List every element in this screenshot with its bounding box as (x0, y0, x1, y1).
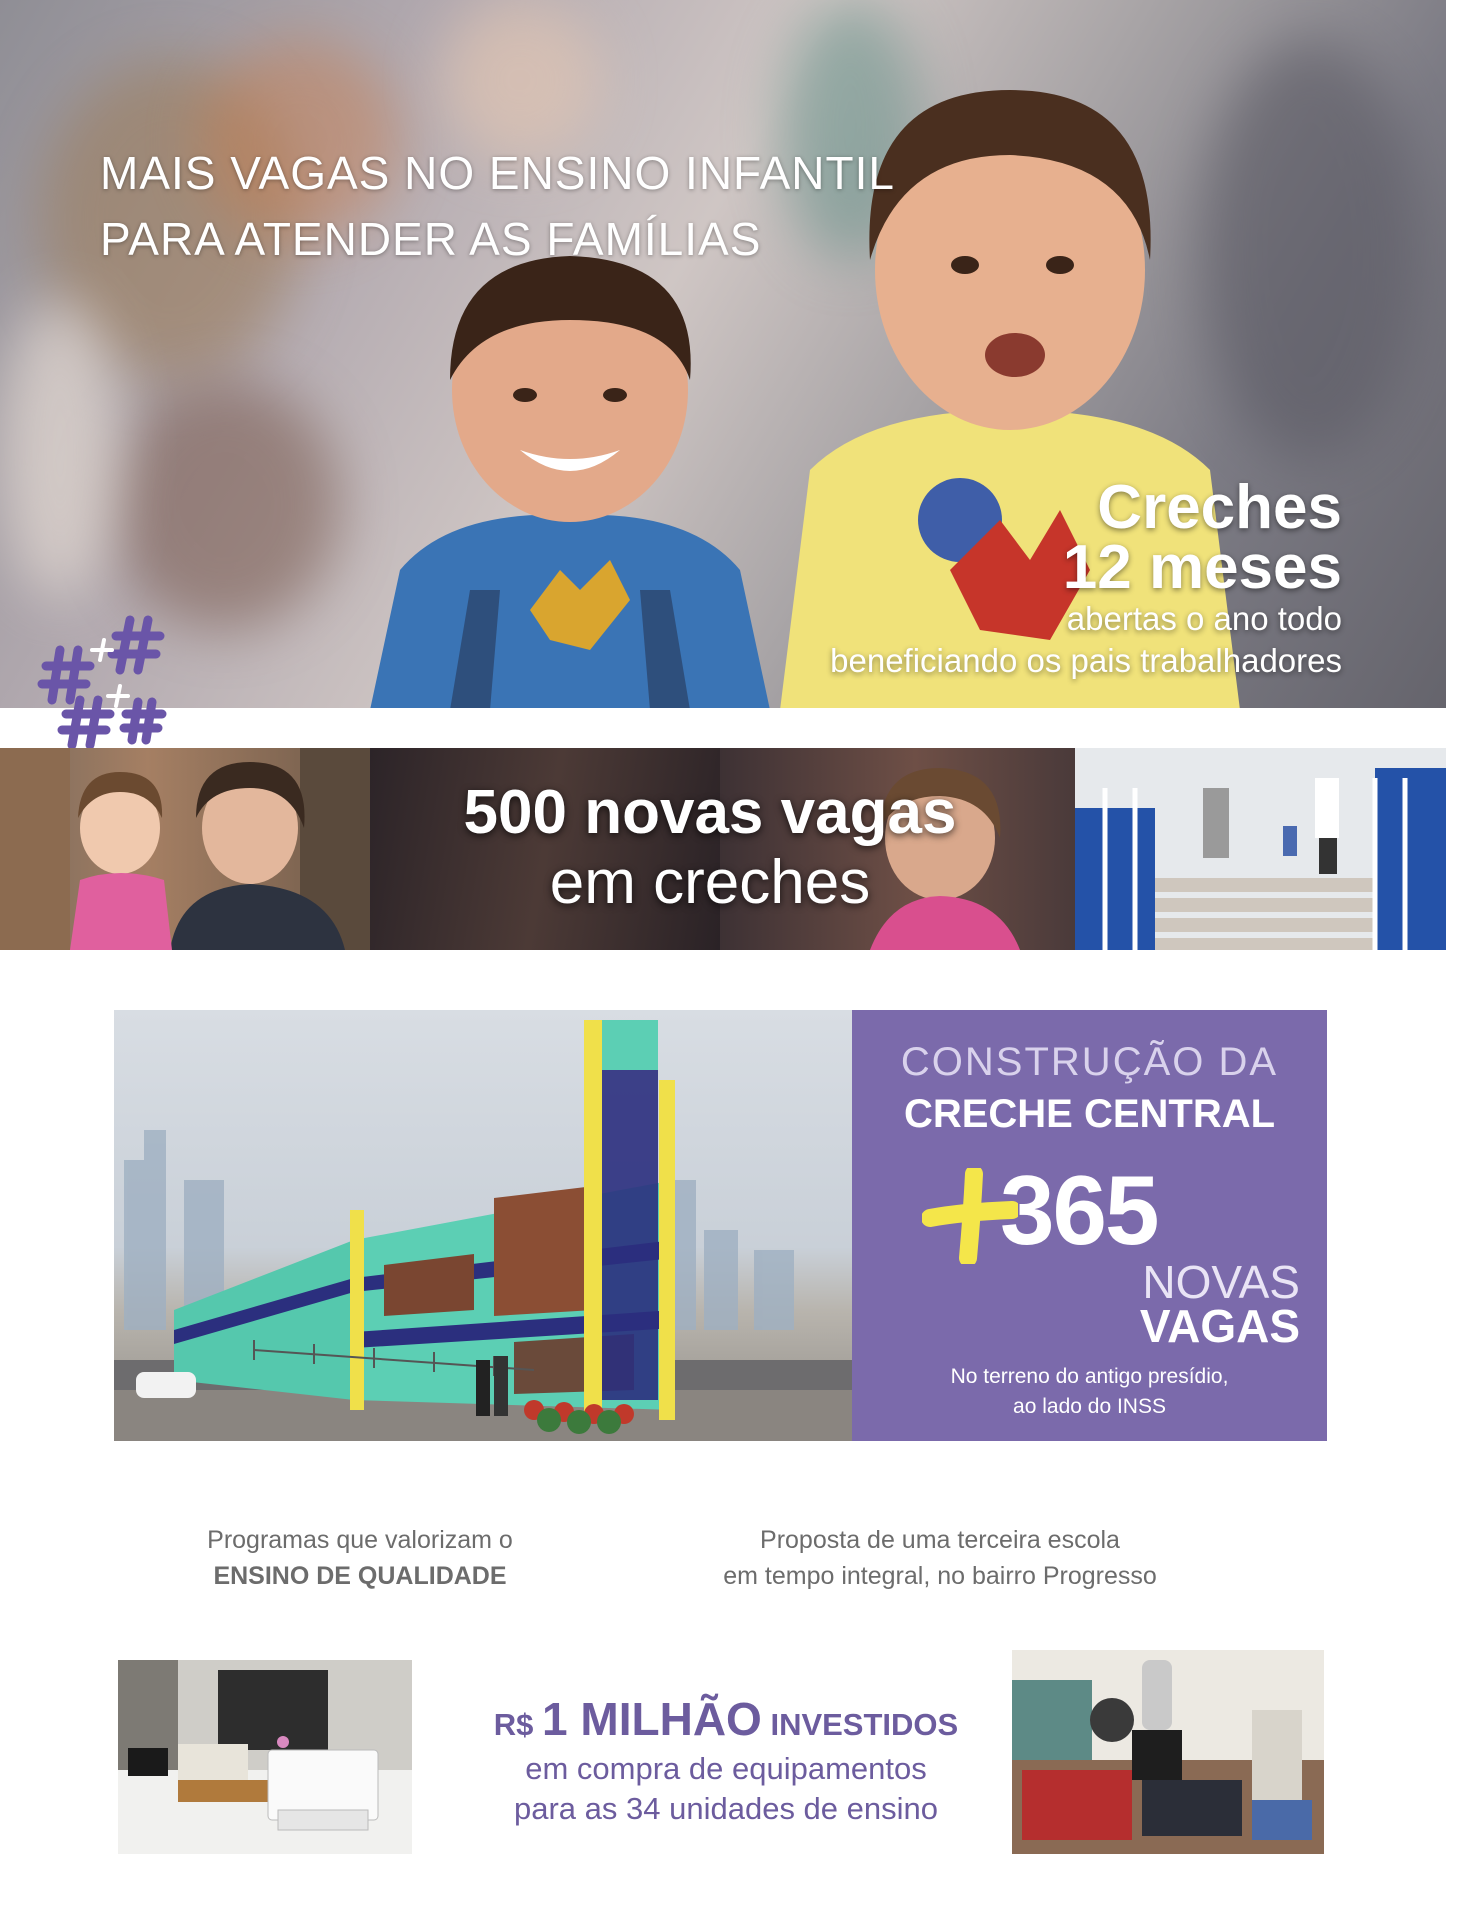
creche-info-panel (852, 1010, 1327, 1441)
hero-headline-line-2: 12 meses (1062, 533, 1342, 602)
creche-location (852, 1362, 1327, 1422)
hero-sub-line-1: abertas o ano todo (1066, 600, 1342, 637)
programs-right-line-2: em tempo integral, no bairro Progresso (723, 1562, 1157, 1590)
programs-right-text (660, 1522, 1220, 1594)
programs-left-text (150, 1522, 570, 1594)
banner-headline-line-2: em creches (549, 848, 871, 917)
investment-word: INVESTIDOS (770, 1707, 959, 1742)
creche-location-line-1: No terreno do antigo presídio, (950, 1365, 1229, 1388)
vagas-banner (0, 748, 1446, 950)
banner-photo-mother-child (0, 748, 370, 950)
creche-central-section (114, 1010, 1327, 1441)
hero-photo-section (0, 0, 1446, 708)
creche-location-line-2: ao lado do INSS (1013, 1395, 1166, 1418)
new-vagas-number: 365 (1000, 1155, 1158, 1265)
equipment-photo-printer (118, 1660, 412, 1854)
programs-right-line-1: Proposta de uma terceira escola (760, 1526, 1120, 1554)
hero-headline-block (830, 473, 1342, 682)
hero-title-line-2: PARA ATENDER AS FAMÍLIAS (100, 213, 762, 265)
investment-text (420, 1695, 1032, 1829)
hero-bg-blob (0, 300, 120, 600)
programs-left-emphasis: ENSINO DE QUALIDADE (213, 1562, 507, 1590)
vagas-label: VAGAS (1139, 1300, 1300, 1352)
creche-title-line-1: CONSTRUÇÃO DA (900, 1040, 1279, 1084)
programs-left-line-1: Programas que valorizam o (207, 1526, 513, 1554)
investment-line-1 (420, 1695, 1032, 1749)
investment-line-2: em compra de equipamentos (525, 1751, 927, 1786)
equipment-photo-appliances (1012, 1650, 1324, 1854)
investment-amount: 1 MILHÃO (542, 1693, 762, 1745)
hashtag-decoration-icon (20, 610, 200, 750)
creche-building-rendering (114, 1010, 852, 1441)
investment-currency: R$ (493, 1707, 534, 1742)
banner-headline-line-1: 500 novas vagas (463, 778, 957, 847)
hero-headline-line-1: Creches (1097, 473, 1342, 542)
banner-photo-school-stairs (1075, 748, 1446, 950)
child-left-illustration (330, 230, 810, 708)
hero-title (100, 140, 895, 272)
programs-left-line-2 (150, 1558, 570, 1594)
investment-line-3: para as 34 unidades de ensino (514, 1791, 938, 1826)
novas-label: NOVAS (1142, 1256, 1300, 1308)
hero-title-line-1: MAIS VAGAS NO ENSINO INFANTIL (100, 147, 895, 199)
hero-sub-line-2: beneficiando os pais trabalhadores (830, 642, 1342, 679)
banner-headline (400, 778, 1020, 918)
creche-title-line-2: CRECHE CENTRAL (903, 1092, 1276, 1136)
hero-bg-blob (110, 380, 340, 630)
hero-bg-blob (440, 0, 600, 160)
